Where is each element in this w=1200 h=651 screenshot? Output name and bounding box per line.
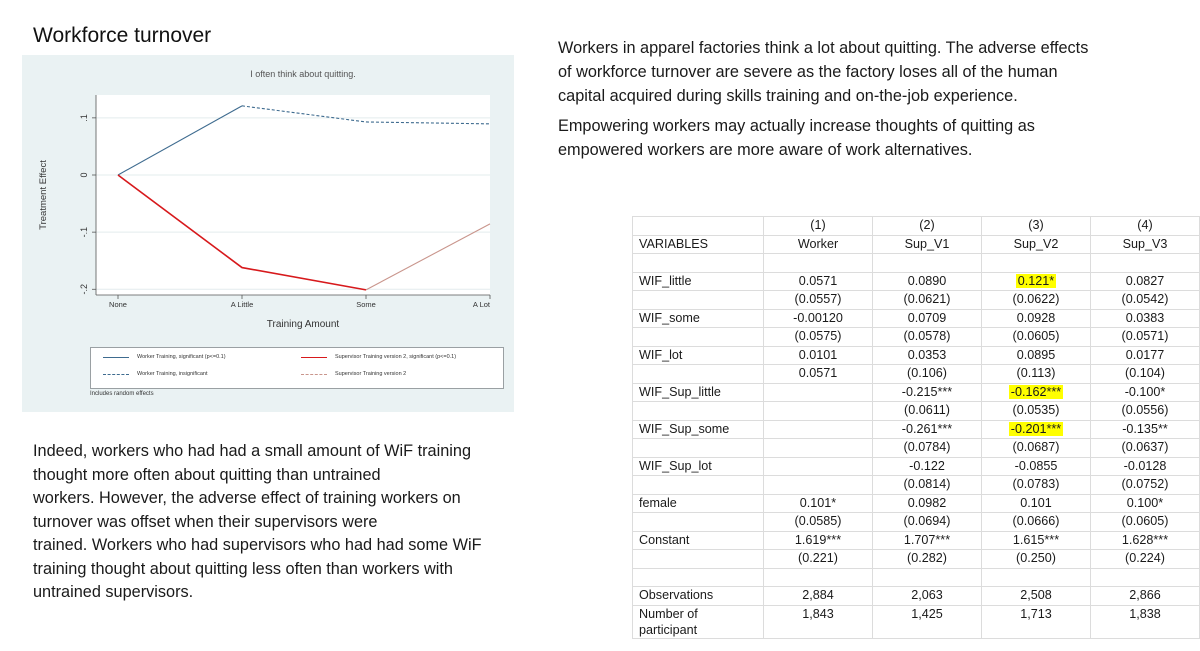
cell-value: (2) [919,218,935,233]
table-cell [764,605,873,638]
table-row [633,587,1200,606]
table-cell [1091,605,1200,638]
table-row [633,420,1200,439]
cell-value: 0.0890 [907,273,947,288]
row-label [633,550,764,569]
row-label: WIF_little [633,272,764,291]
table-cell [1091,328,1200,347]
text-line: capital acquired during skills training and on-the-job experience. [558,87,1018,105]
row-label [633,476,764,495]
table-cell [764,309,873,328]
paragraph-findings [33,440,553,605]
row-label: WIF_Sup_some [633,420,764,439]
table-cell [873,254,982,273]
text-line: workers. However, the adverse effect of training workers on [33,489,461,507]
table-cell [873,420,982,439]
cell-value: Sup_V3 [1122,236,1168,251]
cell-value: 0.0353 [907,347,947,362]
table-cell [1091,254,1200,273]
table-cell [982,365,1091,384]
cell-value: (0.0611) [904,403,950,418]
slide-title: Workforce turnover [33,24,212,47]
table-cell [982,328,1091,347]
table-row [633,328,1200,347]
table-row [633,550,1200,569]
cell-value: (0.0571) [1121,329,1169,344]
row-label [633,254,764,273]
chart-legend [90,347,504,389]
table-cell [982,513,1091,532]
y-axis-label: Treatment Effect [38,160,49,230]
cell-value: (0.0752) [1121,477,1169,492]
cell-value: Sup_V1 [904,236,950,251]
cell-value: -0.261*** [901,421,953,436]
cell-value: (0.0622) [1012,292,1060,307]
table-row [633,383,1200,402]
cell-value: (0.0814) [903,477,951,492]
table-cell [982,439,1091,458]
table-cell [764,476,873,495]
legend-item-0 [103,354,226,360]
x-tick-label: A Little [230,300,254,309]
table-row [633,494,1200,513]
table-cell [873,309,982,328]
y-tick-label: -.1 [79,226,89,238]
cell-value: (0.282) [907,551,947,566]
text-line: training thought about quitting less often than workers with [33,559,453,578]
legend-item-2 [301,354,456,360]
row-label [633,402,764,421]
table-cell [982,346,1091,365]
row-label [633,439,764,458]
table-cell [873,587,982,606]
cell-value: (0.224) [1125,551,1165,566]
cell-value: (0.104) [1125,366,1165,381]
table-cell [873,346,982,365]
table-cell [873,383,982,402]
cell-value: (0.0578) [903,329,951,344]
cell-value: (0.113) [1016,366,1056,381]
table-cell [1091,365,1200,384]
text-line: trained. Workers who had supervisors who had had some WiF [33,536,482,554]
table-row [633,272,1200,291]
table-cell [873,439,982,458]
table-cell [873,402,982,421]
legend-label-3: Supervisor Training version 2 [335,371,407,377]
x-tick-label: None [109,300,127,309]
table-row [633,365,1200,384]
cell-value: (0.0535) [1012,403,1060,418]
cell-value: Sup_V2 [1013,236,1059,251]
cell-value: -0.215*** [901,384,953,399]
row-label [633,365,764,384]
chart-title: I often think about quitting. [250,69,356,79]
cell-value: 0.101 [1020,495,1052,510]
cell-value: 0.0827 [1125,273,1165,288]
row-label [633,568,764,587]
cell-value: 1,713 [1020,606,1052,621]
table-cell [982,494,1091,513]
row-label: VARIABLES [633,235,764,254]
cell-value: (0.0605) [1012,329,1060,344]
cell-value: -0.201*** [1010,421,1062,436]
table-cell [764,217,873,236]
table-row [633,476,1200,495]
legend-label-2: Supervisor Training version 2, significant (p<=0.1) [335,354,457,360]
table-cell [873,513,982,532]
table-row [633,568,1200,587]
cell-value: Worker [797,236,839,251]
cell-value: (0.0542) [1121,292,1169,307]
cell-value: 0.0101 [798,347,838,362]
table-row [633,254,1200,273]
cell-value: -0.122 [909,458,945,473]
x-axis-label: Training Amount [266,319,340,330]
legend-item-3 [301,371,406,377]
legend-label-0: Worker Training, significant (p<=0.1) [137,354,226,360]
table-cell [764,550,873,569]
table-cell [1091,217,1200,236]
cell-value: -0.0855 [1014,458,1058,473]
cell-value: 1.615*** [1012,532,1060,547]
row-label [633,513,764,532]
row-label [633,291,764,310]
row-label: female [633,494,764,513]
cell-value: (4) [1137,218,1153,233]
table-row [633,235,1200,254]
text-line: untrained supervisors. [33,583,194,601]
cell-value: (0.0557) [794,292,842,307]
table-cell [1091,235,1200,254]
table-cell [982,457,1091,476]
table-cell [764,494,873,513]
cell-value: 2,508 [1020,588,1052,603]
cell-value: -0.162*** [1010,384,1062,399]
table-row [633,457,1200,476]
row-label: WIF_lot [633,346,764,365]
table-cell [982,291,1091,310]
table-cell [764,513,873,532]
table-cell [1091,513,1200,532]
cell-value: (1) [810,218,826,233]
table-cell [873,328,982,347]
row-label [633,328,764,347]
chart-panel [22,55,514,412]
table-row [633,605,1200,638]
cell-value: 0.0982 [907,495,947,510]
table-cell [982,568,1091,587]
table-cell [982,587,1091,606]
table-cell [764,272,873,291]
table-cell [1091,587,1200,606]
cell-value: 0.0571 [798,273,838,288]
row-label: Number of participant [633,605,764,638]
table-cell [873,291,982,310]
cell-value: -0.00120 [793,310,843,325]
text-line: thought more often about quitting than untrained [33,465,381,484]
row-label [633,217,764,236]
text-line: of workforce turnover are severe as the factory loses all of the human [558,63,1058,81]
row-label: WIF_Sup_little [633,383,764,402]
cell-value: 0.101* [799,495,837,510]
legend-label-1: Worker Training, insignificant [137,371,208,377]
cell-value: 1,843 [802,606,834,621]
table-cell [873,365,982,384]
table-row [633,346,1200,365]
cell-value: (0.0694) [903,514,951,529]
cell-value: 0.0571 [798,366,838,381]
cell-value: 0.0928 [1016,310,1056,325]
table-cell [982,383,1091,402]
y-tick-label: .1 [79,114,89,122]
cell-value: 0.100* [1126,495,1164,510]
table-cell [873,494,982,513]
cell-value: 0.0895 [1016,347,1056,362]
table-row [633,531,1200,550]
cell-value: (0.0585) [794,514,842,529]
table-row [633,513,1200,532]
table-cell [1091,309,1200,328]
cell-value: 0.121* [1017,273,1055,288]
text-line: Empowering workers may actually increase thoughts of quitting as [558,117,1035,135]
table-cell [873,605,982,638]
table-cell [873,550,982,569]
table-cell [873,235,982,254]
table-cell [1091,439,1200,458]
cell-value: (0.221) [798,551,838,566]
text-line: empowered workers are more aware of work alternatives. [558,141,973,159]
table-cell [1091,476,1200,495]
table-cell [1091,550,1200,569]
row-label: Constant [633,531,764,550]
table-cell [982,420,1091,439]
table-cell [1091,568,1200,587]
table-cell [873,531,982,550]
table-cell [764,402,873,421]
cell-value: (0.0621) [903,292,951,307]
table-cell [1091,494,1200,513]
table-cell [764,439,873,458]
cell-value: (0.0783) [1012,477,1060,492]
x-tick-label: A Lot [472,300,490,309]
table-cell [873,568,982,587]
table-cell [982,309,1091,328]
table-cell [1091,291,1200,310]
row-label: WIF_Sup_lot [633,457,764,476]
table-cell [982,605,1091,638]
cell-value: 1.619*** [794,532,842,547]
cell-value: 1,838 [1129,606,1161,621]
table-cell [1091,272,1200,291]
table-cell [764,365,873,384]
table-cell [873,272,982,291]
table-cell [1091,531,1200,550]
table-cell [764,457,873,476]
cell-value: -0.135** [1122,421,1168,436]
table-cell [764,531,873,550]
table-cell [764,383,873,402]
table-cell [1091,457,1200,476]
table-cell [982,217,1091,236]
table-cell [982,476,1091,495]
row-label: Observations [633,587,764,606]
text-line: Indeed, workers who had had a small amount of WiF training [33,442,472,460]
cell-value: -0.100* [1124,384,1166,399]
text-line: Workers in apparel factories think a lot about quitting. The adverse effects [558,39,1089,57]
table-cell [982,531,1091,550]
cell-value: (0.250) [1016,551,1056,566]
table-cell [982,254,1091,273]
table-cell [1091,420,1200,439]
table-cell [982,235,1091,254]
table-cell [982,550,1091,569]
x-tick-label: Some [356,300,376,309]
cell-value: (0.0666) [1012,514,1060,529]
cell-value: (0.0784) [903,440,951,455]
y-tick-label: -.2 [79,284,89,295]
table-cell [873,457,982,476]
table-cell [1091,402,1200,421]
table-cell [764,235,873,254]
cell-value: (0.0575) [794,329,842,344]
table-row [633,309,1200,328]
table-row [633,439,1200,458]
cell-value: 2,063 [911,588,943,603]
table-cell [873,217,982,236]
paragraph-empowering [558,114,1158,162]
table-cell [764,346,873,365]
table-row [633,291,1200,310]
cell-value: (0.0556) [1121,403,1169,418]
cell-value: (0.106) [907,366,947,381]
cell-value: (0.0637) [1121,440,1169,455]
paragraph-turnover [558,36,1158,108]
cell-value: -0.0128 [1123,458,1167,473]
legend-item-1 [103,371,208,377]
cell-value: 0.0383 [1125,310,1165,325]
cell-value: (0.0687) [1012,440,1060,455]
table-cell [982,402,1091,421]
table-cell [764,254,873,273]
table-cell [764,328,873,347]
regression-table [632,216,1200,639]
row-label: WIF_some [633,309,764,328]
table-cell [764,291,873,310]
cell-value: 2,866 [1129,588,1161,603]
cell-value: (0.0605) [1121,514,1169,529]
legend-note: Includes random effects [90,391,154,397]
table-cell [764,568,873,587]
table-cell [982,272,1091,291]
cell-value: 1.628*** [1121,532,1169,547]
cell-value: 1,425 [911,606,943,621]
cell-value: (3) [1028,218,1044,233]
plot-area [96,95,490,295]
table-row [633,402,1200,421]
text-line: turnover was offset when their supervisors were [33,512,378,531]
table-cell [764,587,873,606]
cell-value: 0.0709 [907,310,947,325]
table-cell [1091,346,1200,365]
table-row [633,217,1200,236]
cell-value: 0.0177 [1125,347,1165,362]
table-cell [1091,383,1200,402]
table-cell [873,476,982,495]
cell-value: 2,884 [802,588,834,603]
table-cell [764,420,873,439]
cell-value: 1.707*** [903,532,951,547]
y-tick-label: 0 [79,172,89,178]
